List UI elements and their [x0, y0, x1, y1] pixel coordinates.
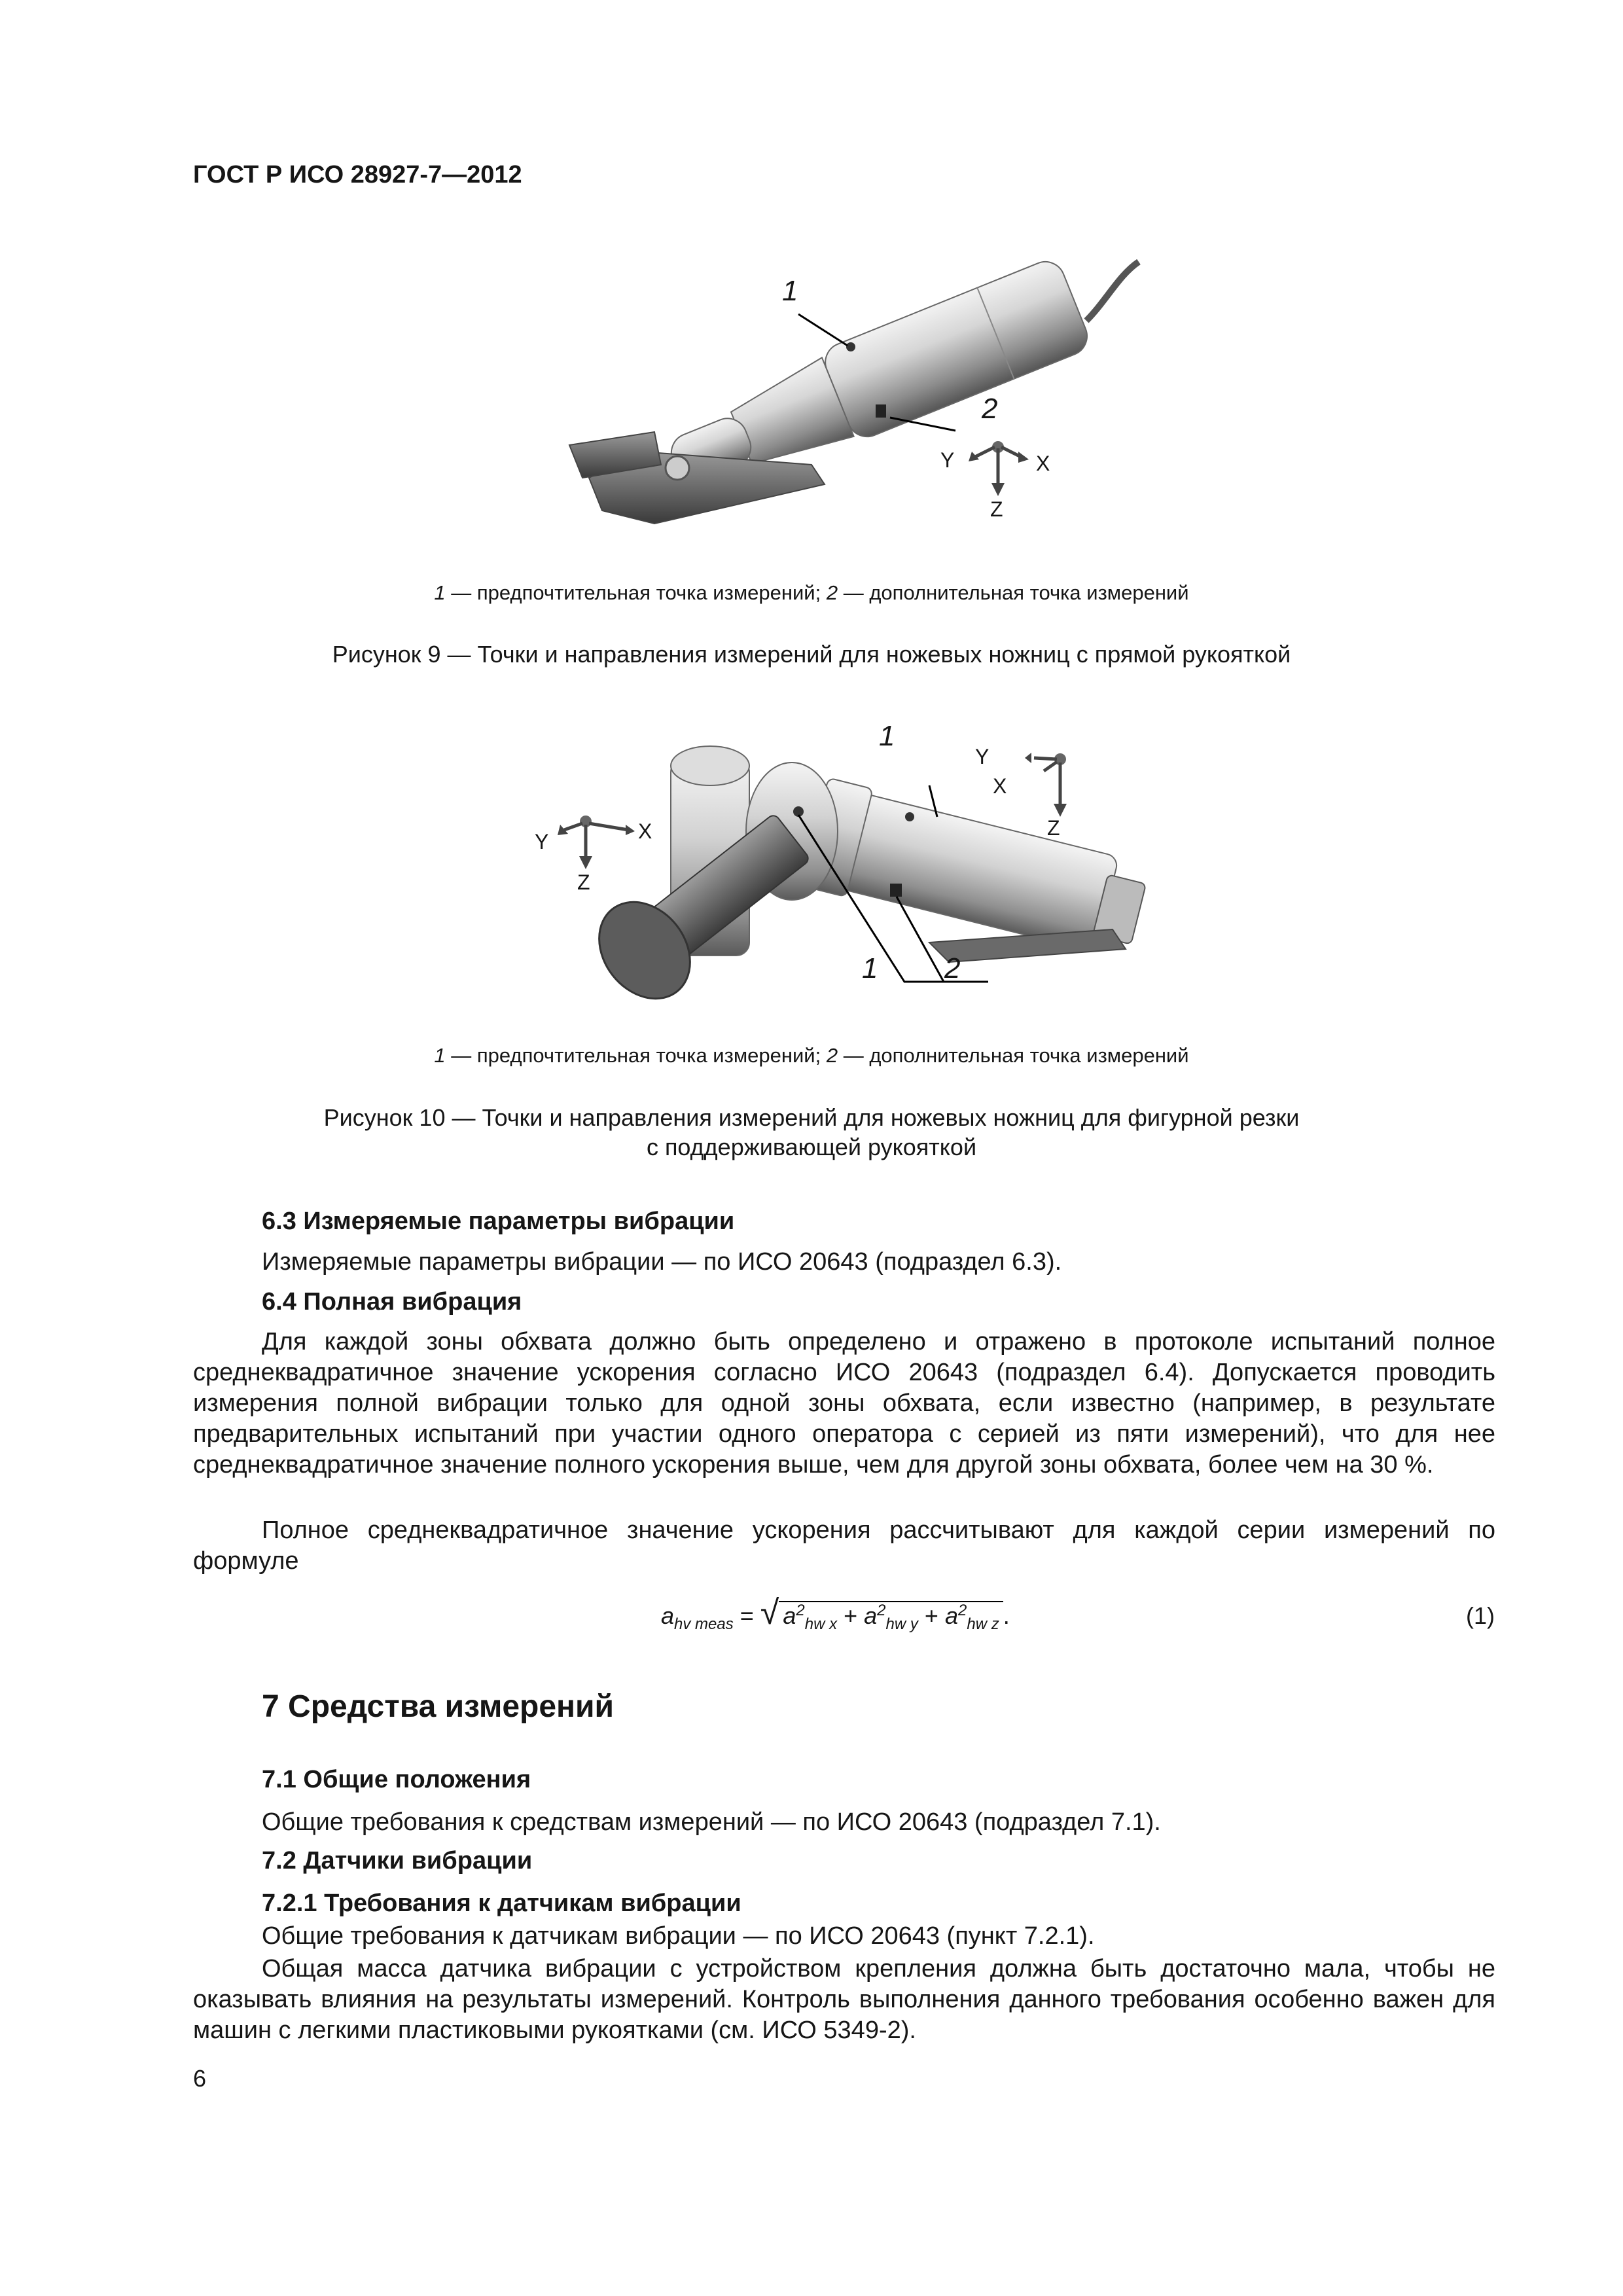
- radicand: $a^2_{hw x} + a^2_{hw y} + a^2_{hw z}$: [779, 1601, 1003, 1629]
- section-7-2-1-paragraph-2: Общая масса датчика вибрации с устройством крепления должна быть достаточно мала, чтобы не оказывать влияния на результаты измерений. Контроль выполнения данного требования особенно важен для машин с легкими пластиковыми рукоятками (см. ИСО 5349-2).: [193, 1955, 1495, 2044]
- section-7-2-1-heading: 7.2.1 Требования к датчикам вибрации: [262, 1890, 741, 1917]
- fig10-axis-x-right: X: [993, 774, 1007, 798]
- fig10-axis-x-left: X: [638, 819, 652, 843]
- section-6-4-paragraph-1: Для каждой зоны обхвата должно быть определено и отражено в протоколе испытаний полное среднеквадратичное значение ускорения согласно ИСО 20643 (подраздел 6.4). Допускается проводить измерения полной вибрации только для одной зоны обхвата, если известно (например, в результате предварительных испытаний при участии одного оператора с серией из пяти измерений), что для нее среднеквадратичное значение полного ускорения выше, чем для другой зоны обхвата, более чем на 30 %.: [193, 1328, 1495, 1479]
- section-6-4-paragraph-2: Полное среднеквадратичное значение ускорения рассчитывают для каждой серии измерений по формуле: [193, 1516, 1495, 1575]
- fig10-axis-y-right: Y: [975, 745, 990, 768]
- fig9-callout-2: 2: [982, 393, 998, 425]
- fig10-axis-z-right: Z: [1047, 816, 1060, 840]
- section-7-1-heading: 7.1 Общие положения: [262, 1766, 531, 1793]
- formula-1: $a_{hv meas}$ = √ $a^2_{hw x} + a^2_{hw y} + a^2_{hw z}$ .: [661, 1594, 1010, 1634]
- section-7-2-heading: 7.2 Датчики вибрации: [262, 1847, 533, 1874]
- section-7-2-1-text: Общие требования к датчикам вибрации — по ИСО 20643 (пункт 7.2.1).: [262, 1922, 1095, 1950]
- fig10-callout-2-bottom: 2: [944, 952, 961, 984]
- fig9-legend: 1 — предпочтительная точка измерений; 2 — дополнительная точка измерений: [434, 581, 1189, 604]
- section-6-3-text: Измеряемые параметры вибрации — по ИСО 20643 (подраздел 6.3).: [262, 1248, 1062, 1276]
- fig9-axis-y: Y: [940, 448, 955, 472]
- page-number: 6: [193, 2065, 207, 2092]
- fig9-caption: Рисунок 9 — Точки и направления измерений для ножевых ножниц с прямой рукояткой: [332, 641, 1291, 668]
- fig9-axis-z: Z: [990, 497, 1003, 521]
- section-6-4-heading: 6.4 Полная вибрация: [262, 1288, 522, 1316]
- figure-9-straight-shears: [563, 249, 1152, 537]
- fig10-legend: 1 — предпочтительная точка измерений; 2 — дополнительная точка измерений: [434, 1044, 1189, 1067]
- fig10-callout-1-bottom: 1: [862, 952, 878, 984]
- section-6-3-heading: 6.3 Измеряемые параметры вибрации: [262, 1208, 735, 1235]
- figure-10-contour-shears: [524, 720, 1178, 1021]
- fig9-callout-1: 1: [782, 275, 798, 307]
- sqrt-sign: √: [760, 1594, 779, 1632]
- section-7-1-text: Общие требования к средствам измерений — по ИСО 20643 (подраздел 7.1).: [262, 1808, 1161, 1836]
- section-7-heading: 7 Средства измерений: [262, 1689, 615, 1724]
- fig10-caption-line2: с поддерживающей рукояткой: [646, 1134, 977, 1160]
- fig10-caption-line1: Рисунок 10 — Точки и направления измерений для ножевых ножниц для фигурной резки: [323, 1104, 1300, 1131]
- fig10-callout-1-top: 1: [879, 720, 895, 752]
- fig10-axis-z-left: Z: [577, 870, 590, 894]
- fig10-axis-y-left: Y: [535, 830, 549, 853]
- formula-number: (1): [1466, 1602, 1495, 1629]
- fig9-axis-x: X: [1036, 452, 1050, 475]
- document-header: ГОСТ Р ИСО 28927-7—2012: [193, 161, 522, 188]
